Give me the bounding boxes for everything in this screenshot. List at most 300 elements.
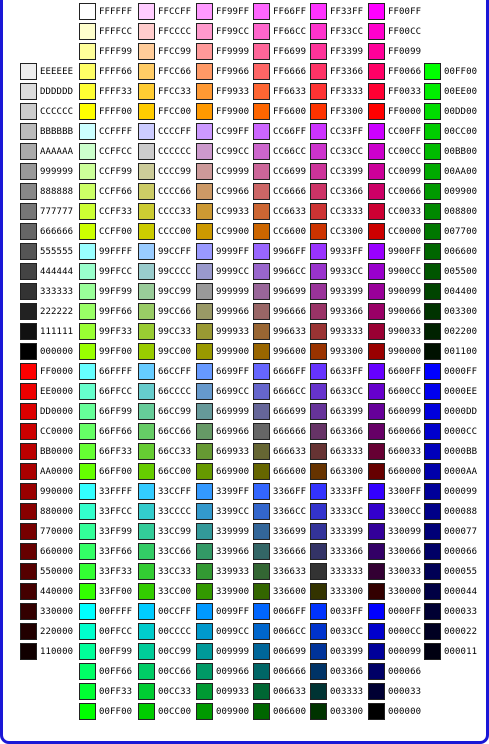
color-code-label: 777777 xyxy=(40,207,74,217)
color-swatch xyxy=(424,123,441,140)
color-code-label: FF0066 xyxy=(388,67,422,77)
color-swatch xyxy=(20,543,37,560)
color-code-label: 999999 xyxy=(216,287,250,297)
color-code-label: 33CC66 xyxy=(158,547,192,557)
color-code-label: 555555 xyxy=(40,247,74,257)
color-code-label: 00CC00 xyxy=(158,707,192,717)
color-swatch xyxy=(196,203,213,220)
color-swatch xyxy=(368,183,385,200)
color-swatch xyxy=(253,683,270,700)
color-code-label: 666666 xyxy=(273,427,307,437)
color-code-label: 333399 xyxy=(330,527,364,537)
color-code-label: 660066 xyxy=(388,427,422,437)
color-code-label: 0000BB xyxy=(444,447,478,457)
color-swatch xyxy=(424,443,441,460)
color-code-label: 222222 xyxy=(40,307,74,317)
color-swatch xyxy=(138,43,155,60)
color-swatch xyxy=(20,123,37,140)
color-swatch xyxy=(253,123,270,140)
color-code-label: 00FFCC xyxy=(99,627,133,637)
color-code-label: CC66FF xyxy=(273,127,307,137)
color-swatch xyxy=(79,43,96,60)
color-swatch xyxy=(424,143,441,160)
color-swatch xyxy=(253,443,270,460)
color-swatch xyxy=(196,103,213,120)
color-swatch xyxy=(368,63,385,80)
color-swatch xyxy=(310,543,327,560)
color-code-label: 006600 xyxy=(273,707,307,717)
color-swatch xyxy=(138,243,155,260)
color-code-label: FF6633 xyxy=(273,87,307,97)
color-swatch xyxy=(196,283,213,300)
color-code-label: 770000 xyxy=(40,527,74,537)
color-swatch xyxy=(79,363,96,380)
color-swatch xyxy=(368,43,385,60)
color-swatch xyxy=(138,543,155,560)
color-code-label: 009900 xyxy=(216,707,250,717)
color-code-label: 99CCCC xyxy=(158,267,192,277)
color-swatch xyxy=(424,203,441,220)
color-swatch xyxy=(138,663,155,680)
color-swatch xyxy=(424,63,441,80)
color-code-label: FFFF99 xyxy=(99,47,133,57)
color-code-label: FFCC33 xyxy=(158,87,192,97)
color-code-label: 000066 xyxy=(388,667,422,677)
color-code-label: 002200 xyxy=(444,327,478,337)
color-swatch xyxy=(310,103,327,120)
color-swatch xyxy=(20,623,37,640)
color-code-label: FFCC00 xyxy=(158,107,192,117)
color-code-label: CCCCFF xyxy=(158,127,192,137)
color-code-label: 000033 xyxy=(444,607,478,617)
color-code-label: 996600 xyxy=(273,347,307,357)
color-swatch xyxy=(310,263,327,280)
color-code-label: CC6699 xyxy=(273,167,307,177)
color-swatch xyxy=(253,543,270,560)
color-swatch xyxy=(20,143,37,160)
color-code-label: 66FF00 xyxy=(99,467,133,477)
color-code-label: 333366 xyxy=(330,547,364,557)
color-code-label: 003366 xyxy=(330,667,364,677)
color-code-label: 99FFFF xyxy=(99,247,133,257)
color-code-label: 006699 xyxy=(273,647,307,657)
color-code-label: FF0099 xyxy=(388,47,422,57)
color-code-label: CC0000 xyxy=(40,427,74,437)
color-code-label: 33FFCC xyxy=(99,507,133,517)
color-code-label: 000011 xyxy=(444,647,478,657)
color-swatch xyxy=(368,103,385,120)
color-swatch xyxy=(368,83,385,100)
color-swatch xyxy=(368,403,385,420)
color-code-label: 33CC99 xyxy=(158,527,192,537)
color-swatch xyxy=(196,63,213,80)
color-code-label: CCFF99 xyxy=(99,167,133,177)
color-code-label: 0000FF xyxy=(444,367,478,377)
color-swatch xyxy=(20,203,37,220)
color-swatch xyxy=(20,63,37,80)
color-code-label: 99FFCC xyxy=(99,267,133,277)
color-swatch xyxy=(424,383,441,400)
color-swatch xyxy=(424,183,441,200)
color-code-label: 0000EE xyxy=(444,387,478,397)
color-code-label: CC6633 xyxy=(273,207,307,217)
color-swatch xyxy=(310,63,327,80)
color-swatch xyxy=(79,23,96,40)
color-code-label: FFCC66 xyxy=(158,67,192,77)
color-swatch xyxy=(253,643,270,660)
color-swatch xyxy=(20,183,37,200)
color-swatch xyxy=(20,323,37,340)
color-code-label: 9999FF xyxy=(216,247,250,257)
color-swatch xyxy=(368,483,385,500)
color-code-label: 660099 xyxy=(388,407,422,417)
color-code-label: 004400 xyxy=(444,287,478,297)
color-code-label: CC9933 xyxy=(216,207,250,217)
color-swatch xyxy=(253,83,270,100)
color-swatch xyxy=(368,663,385,680)
color-swatch xyxy=(138,63,155,80)
color-swatch xyxy=(20,583,37,600)
color-swatch xyxy=(79,583,96,600)
color-swatch xyxy=(253,523,270,540)
color-code-label: CCFF33 xyxy=(99,207,133,217)
color-code-label: 3300CC xyxy=(388,507,422,517)
color-swatch xyxy=(368,303,385,320)
color-swatch xyxy=(424,583,441,600)
color-code-label: 009900 xyxy=(444,187,478,197)
color-code-label: FFFF33 xyxy=(99,87,133,97)
color-code-label: 009999 xyxy=(216,647,250,657)
color-code-label: CC9999 xyxy=(216,167,250,177)
color-swatch xyxy=(310,643,327,660)
color-swatch xyxy=(138,443,155,460)
color-swatch xyxy=(253,463,270,480)
color-swatch xyxy=(138,223,155,240)
color-code-label: 999999 xyxy=(40,167,74,177)
color-code-label: 33CC00 xyxy=(158,587,192,597)
color-code-label: 00FF66 xyxy=(99,667,133,677)
color-swatch xyxy=(196,663,213,680)
color-swatch xyxy=(196,703,213,720)
color-code-label: CCCC33 xyxy=(158,207,192,217)
color-swatch xyxy=(253,183,270,200)
color-swatch xyxy=(196,363,213,380)
color-swatch xyxy=(310,3,327,20)
color-code-label: FF3399 xyxy=(330,47,364,57)
color-code-label: CC9900 xyxy=(216,227,250,237)
color-code-label: 6633FF xyxy=(330,367,364,377)
color-swatch xyxy=(196,403,213,420)
color-code-label: 993300 xyxy=(330,347,364,357)
color-code-label: DD0000 xyxy=(40,407,74,417)
color-swatch xyxy=(310,163,327,180)
color-swatch xyxy=(196,383,213,400)
color-swatch xyxy=(79,543,96,560)
color-swatch xyxy=(79,223,96,240)
color-swatch xyxy=(138,163,155,180)
color-code-label: 000066 xyxy=(444,547,478,557)
color-swatch xyxy=(20,643,37,660)
color-swatch xyxy=(138,563,155,580)
color-code-label: 339900 xyxy=(216,587,250,597)
color-code-label: 0033CC xyxy=(330,627,364,637)
color-swatch xyxy=(424,243,441,260)
color-code-label: CCFF00 xyxy=(99,227,133,237)
color-swatch xyxy=(138,363,155,380)
color-code-label: 993399 xyxy=(330,287,364,297)
color-code-label: 00CC00 xyxy=(444,127,478,137)
color-code-label: CC6600 xyxy=(273,227,307,237)
color-swatch xyxy=(424,463,441,480)
color-swatch-grid xyxy=(3,0,489,744)
color-swatch xyxy=(79,503,96,520)
color-swatch xyxy=(310,143,327,160)
color-swatch xyxy=(310,503,327,520)
color-code-label: FF6666 xyxy=(273,67,307,77)
color-code-label: 3300FF xyxy=(388,487,422,497)
color-swatch xyxy=(368,543,385,560)
color-code-label: 33CC33 xyxy=(158,567,192,577)
color-code-label: 3399FF xyxy=(216,487,250,497)
color-code-label: CCCC99 xyxy=(158,167,192,177)
color-code-label: 996699 xyxy=(273,287,307,297)
color-code-label: 00CC33 xyxy=(158,687,192,697)
color-swatch xyxy=(79,143,96,160)
color-code-label: 669900 xyxy=(216,467,250,477)
color-code-label: 00FF00 xyxy=(444,67,478,77)
color-swatch xyxy=(138,203,155,220)
color-swatch xyxy=(424,523,441,540)
color-swatch xyxy=(310,323,327,340)
color-swatch xyxy=(79,603,96,620)
color-swatch xyxy=(196,343,213,360)
color-swatch xyxy=(424,323,441,340)
color-code-label: 990000 xyxy=(40,487,74,497)
color-code-label: CC66CC xyxy=(273,147,307,157)
color-swatch xyxy=(368,223,385,240)
color-swatch xyxy=(79,183,96,200)
color-code-label: 00FF99 xyxy=(99,647,133,657)
color-code-label: 000022 xyxy=(444,627,478,637)
color-code-label: CCFF66 xyxy=(99,187,133,197)
color-swatch xyxy=(196,303,213,320)
color-code-label: 336666 xyxy=(273,547,307,557)
color-swatch xyxy=(368,523,385,540)
color-swatch xyxy=(310,43,327,60)
color-swatch xyxy=(138,383,155,400)
color-swatch xyxy=(253,223,270,240)
color-swatch xyxy=(310,443,327,460)
color-code-label: 663333 xyxy=(330,447,364,457)
color-code-label: 0000CC xyxy=(388,627,422,637)
color-code-label: FF66CC xyxy=(273,27,307,37)
color-swatch xyxy=(138,603,155,620)
color-code-label: CC3399 xyxy=(330,167,364,177)
color-swatch xyxy=(310,23,327,40)
color-code-label: FFFFCC xyxy=(99,27,133,37)
color-code-label: 6600CC xyxy=(388,387,422,397)
color-code-label: 00CC99 xyxy=(158,647,192,657)
color-swatch xyxy=(310,523,327,540)
color-code-label: 336633 xyxy=(273,567,307,577)
color-swatch xyxy=(138,483,155,500)
color-swatch xyxy=(79,323,96,340)
color-swatch xyxy=(310,283,327,300)
color-swatch xyxy=(138,583,155,600)
color-swatch xyxy=(424,623,441,640)
color-code-label: 006633 xyxy=(273,687,307,697)
color-swatch xyxy=(368,3,385,20)
color-swatch xyxy=(310,223,327,240)
color-code-label: 0033FF xyxy=(330,607,364,617)
color-code-label: 440000 xyxy=(40,587,74,597)
color-code-label: 0099CC xyxy=(216,627,250,637)
color-swatch xyxy=(253,103,270,120)
color-code-label: FF6699 xyxy=(273,47,307,57)
color-swatch xyxy=(424,603,441,620)
color-swatch xyxy=(310,703,327,720)
color-code-label: 001100 xyxy=(444,347,478,357)
color-swatch xyxy=(79,283,96,300)
color-swatch xyxy=(20,423,37,440)
color-code-label: 330066 xyxy=(388,547,422,557)
color-code-label: 999900 xyxy=(216,347,250,357)
color-code-label: 669999 xyxy=(216,407,250,417)
color-swatch xyxy=(20,483,37,500)
color-swatch xyxy=(253,143,270,160)
color-swatch xyxy=(196,423,213,440)
color-code-label: 00AA00 xyxy=(444,167,478,177)
color-swatch xyxy=(310,603,327,620)
color-code-label: 3399CC xyxy=(216,507,250,517)
color-swatch xyxy=(196,643,213,660)
color-code-label: 00CCFF xyxy=(158,607,192,617)
color-swatch xyxy=(253,303,270,320)
color-code-label: FF3300 xyxy=(330,107,364,117)
color-swatch xyxy=(196,683,213,700)
color-code-label: 550000 xyxy=(40,567,74,577)
color-swatch xyxy=(138,403,155,420)
color-swatch xyxy=(368,583,385,600)
color-code-label: 66FF66 xyxy=(99,427,133,437)
color-code-label: 33CCFF xyxy=(158,487,192,497)
color-swatch xyxy=(138,143,155,160)
color-swatch xyxy=(79,463,96,480)
color-swatch xyxy=(138,123,155,140)
color-code-label: 66FFFF xyxy=(99,367,133,377)
color-code-label: CCFFCC xyxy=(99,147,133,157)
color-code-label: CC0099 xyxy=(388,167,422,177)
color-code-label: 003333 xyxy=(330,687,364,697)
color-code-label: CC00FF xyxy=(388,127,422,137)
color-code-label: 000088 xyxy=(444,507,478,517)
color-code-label: 339966 xyxy=(216,547,250,557)
color-code-label: 444444 xyxy=(40,267,74,277)
color-code-label: 996633 xyxy=(273,327,307,337)
color-swatch xyxy=(424,503,441,520)
color-swatch xyxy=(368,623,385,640)
color-code-label: CC6666 xyxy=(273,187,307,197)
color-code-label: 660000 xyxy=(388,467,422,477)
color-code-label: 99CC66 xyxy=(158,307,192,317)
color-swatch xyxy=(253,623,270,640)
color-swatch xyxy=(424,643,441,660)
color-swatch xyxy=(79,243,96,260)
color-swatch xyxy=(424,343,441,360)
color-code-label: 999933 xyxy=(216,327,250,337)
color-swatch xyxy=(138,643,155,660)
color-code-label: 666633 xyxy=(273,447,307,457)
color-swatch xyxy=(310,663,327,680)
color-swatch xyxy=(368,463,385,480)
color-swatch xyxy=(79,703,96,720)
color-swatch xyxy=(253,63,270,80)
color-code-label: 006666 xyxy=(273,667,307,677)
color-swatch xyxy=(368,423,385,440)
color-code-label: 66CC33 xyxy=(158,447,192,457)
color-swatch xyxy=(79,403,96,420)
color-code-label: FF3366 xyxy=(330,67,364,77)
color-swatch xyxy=(310,83,327,100)
color-swatch xyxy=(253,243,270,260)
color-code-label: 666600 xyxy=(273,467,307,477)
color-swatch xyxy=(79,523,96,540)
color-code-label: 996666 xyxy=(273,307,307,317)
color-swatch xyxy=(253,503,270,520)
color-code-label: 66CC66 xyxy=(158,427,192,437)
color-swatch xyxy=(310,403,327,420)
color-swatch xyxy=(253,603,270,620)
color-swatch xyxy=(196,583,213,600)
color-swatch xyxy=(79,83,96,100)
color-swatch xyxy=(310,383,327,400)
color-swatch xyxy=(253,483,270,500)
color-code-label: 66FFCC xyxy=(99,387,133,397)
color-code-label: 666666 xyxy=(40,227,74,237)
color-swatch xyxy=(79,343,96,360)
color-swatch xyxy=(253,23,270,40)
color-code-label: 0099FF xyxy=(216,607,250,617)
color-code-label: 009966 xyxy=(216,667,250,677)
color-code-label: FF0000 xyxy=(40,367,74,377)
color-swatch xyxy=(20,263,37,280)
color-code-label: FFCC99 xyxy=(158,47,192,57)
color-code-label: FFCCCC xyxy=(158,27,192,37)
color-code-label: FF99FF xyxy=(216,7,250,17)
color-code-label: 99CC99 xyxy=(158,287,192,297)
color-swatch xyxy=(424,303,441,320)
color-swatch xyxy=(20,603,37,620)
color-swatch xyxy=(196,123,213,140)
color-code-label: 663366 xyxy=(330,427,364,437)
color-code-label: 00DD00 xyxy=(444,107,478,117)
color-code-label: 9900FF xyxy=(388,247,422,257)
color-swatch xyxy=(20,243,37,260)
color-code-label: CC0033 xyxy=(388,207,422,217)
color-swatch xyxy=(253,703,270,720)
color-code-label: FF33FF xyxy=(330,7,364,17)
color-code-label: 333333 xyxy=(40,287,74,297)
color-code-label: FF00FF xyxy=(388,7,422,17)
color-swatch xyxy=(424,423,441,440)
color-swatch xyxy=(196,563,213,580)
color-code-label: 6699FF xyxy=(216,367,250,377)
color-code-label: EEEEEE xyxy=(40,67,74,77)
color-code-label: CC33CC xyxy=(330,147,364,157)
color-swatch xyxy=(138,623,155,640)
color-swatch xyxy=(253,423,270,440)
color-swatch xyxy=(79,483,96,500)
